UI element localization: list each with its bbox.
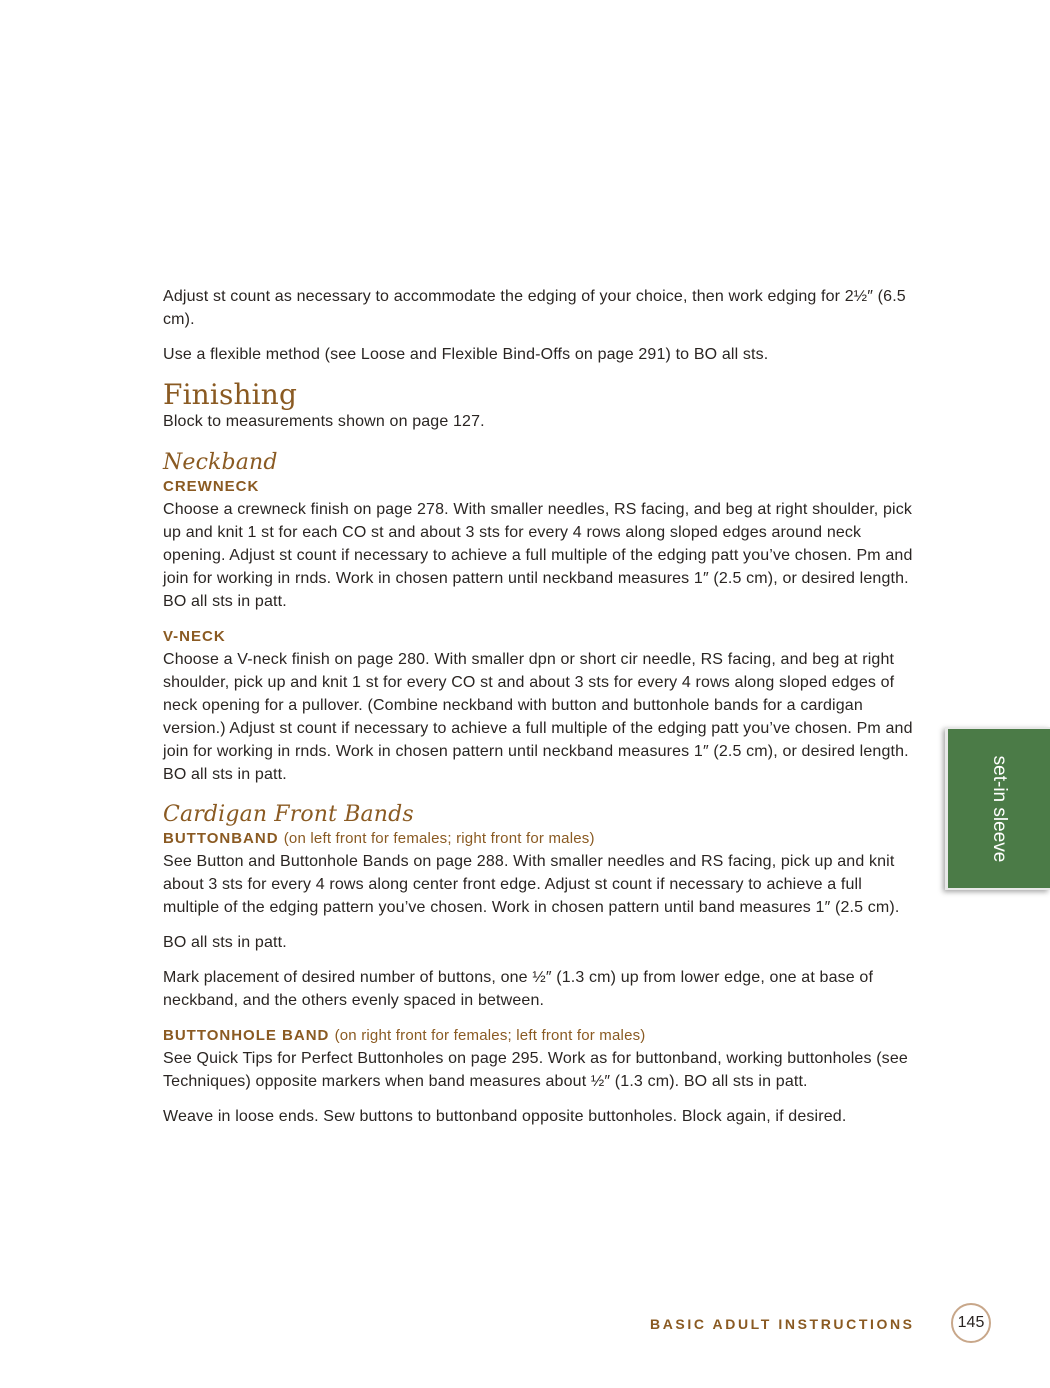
buttonband-text: See Button and Buttonhole Bands on page 288. With smaller needles and RS facing, pick up and knit about 3 sts for every 4 rows along center front edge. Adjust st count if necessary to achieve a full multiple of the edging pattern you’ve chosen. Work in chosen pattern until band measures 1″ (2.5 cm). — [163, 853, 900, 916]
crewneck-label: CREWNECK — [163, 478, 260, 495]
weave-ends-text: Weave in loose ends. Sew buttons to buttonband opposite buttonholes. Block again, if desired. — [163, 1108, 847, 1125]
finishing-text: Block to measurements shown on page 127. — [163, 413, 485, 430]
buttonhole-label-text: BUTTONHOLE BAND — [163, 1027, 330, 1044]
intro-paragraph-edging: Adjust st count as necessary to accommodate the edging of your choice, then work edging for 2½″ (6.5 cm). — [163, 288, 906, 328]
running-footer-title: BASIC ADULT INSTRUCTIONS — [650, 1316, 915, 1332]
bind-off-text: BO all sts in patt. — [163, 934, 287, 951]
buttonhole-note: (on right front for females; left front for males) — [334, 1027, 646, 1044]
finishing-heading: Finishing — [163, 378, 298, 411]
section-tab-label: set-in sleeve — [989, 755, 1010, 862]
cardigan-bands-heading: Cardigan Front Bands — [163, 802, 414, 827]
page-number: 145 — [951, 1303, 991, 1343]
buttonband-label — [163, 828, 915, 850]
section-tab — [945, 727, 1050, 890]
crewneck-text: Choose a crewneck finish on page 278. With smaller needles, RS facing, and beg at right shoulder, pick up and knit 1 st for each CO st and about 3 sts for every 4 rows along sloped edges around neck opening. Adjust st count if necessary to achieve a full multiple of the edging patt you’ve chosen. Pm and join for working in rnds. Work in chosen pattern until neckband measures 1″ (2.5 cm), or desired length. BO all sts in patt. — [163, 501, 913, 610]
buttonhole-band-text: See Quick Tips for Perfect Buttonholes on page 295. Work as for buttonband, working buttonholes (see Techniques) opposite markers when band measures about ½″ (1.3 cm). BO all sts in patt. — [163, 1050, 908, 1090]
vneck-label: V-NECK — [163, 628, 226, 645]
buttonband-label-text: BUTTONBAND — [163, 830, 279, 847]
vneck-text: Choose a V-neck finish on page 280. With smaller dpn or short cir needle, RS facing, and beg at right shoulder, pick up and knit 1 st for every CO st and about 3 sts for every 4 rows along sloped edges of neck opening for a pullover. (Combine neckband with button and buttonhole bands for a cardigan version.) Adjust st count if necessary to achieve a full multiple of the edging patt you’ve chosen. Pm and join for working in rnds. Work in chosen pattern until neckband measures 1″ (2.5 cm), or desired length. BO all sts in patt. — [163, 651, 913, 783]
buttonhole-band-label — [163, 1025, 915, 1047]
neckband-heading: Neckband — [163, 450, 278, 475]
buttonband-note: (on left front for females; right front for males) — [283, 830, 595, 847]
mark-placement-text: Mark placement of desired number of buttons, one ½″ (1.3 cm) up from lower edge, one at base of neckband, and the others evenly spaced in between. — [163, 969, 874, 1009]
page-content — [163, 285, 915, 1128]
intro-paragraph-bind-off: Use a flexible method (see Loose and Flexible Bind-Offs on page 291) to BO all sts. — [163, 346, 769, 363]
